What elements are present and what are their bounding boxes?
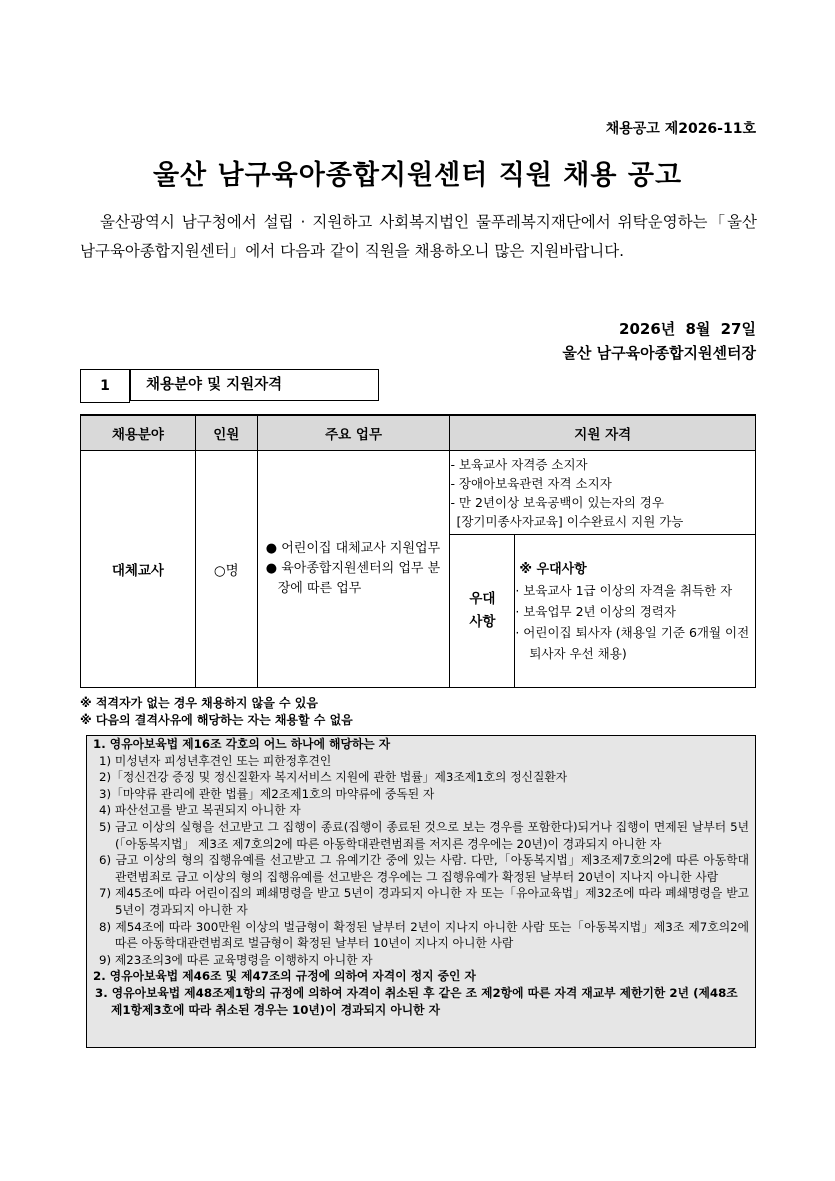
qualification-item: - 보육교사 자격증 소지자 xyxy=(450,456,588,472)
disqualification-subitem: 3)「마약류 관리에 관한 법률」제2조제1호의 마약류에 중독된 자 xyxy=(99,786,435,801)
disqualification-subitem: 2)「정신건강 증징 및 정신질환자 복지서비스 지원에 관한 법률」제3조제1호의 정신질환자 xyxy=(99,770,568,785)
field-cell: 대체교사 xyxy=(81,451,196,688)
note-item: ※ 다음의 결격사유에 해당하는 자는 채용할 수 없음 xyxy=(80,713,353,727)
disqualification-subitem: 8) 제54조에 따라 300만원 이상의 벌금형이 확정된 날부터 2년이 지나지 아니한 사람 또는「아동복지법」제3조 제7호의2에 따른 아동학대관련범죄로 벌금형이 확정된 날부터 10년이 지나지 아니한 사람 xyxy=(99,919,749,951)
preference-item: · 어린이집 퇴사자 (채용일 기준 6개월 이전 퇴사자 우선 채용) xyxy=(515,624,750,661)
qualifications-cell xyxy=(450,451,756,535)
disqualification-item: 1. 영유아보육법 제16조 각호의 어느 하나에 해당하는 자 xyxy=(93,737,391,751)
preference-heading: ※ 우대사항 xyxy=(519,561,587,577)
recruitment-table xyxy=(80,414,756,688)
preference-item: · 보육교사 1급 이상의 자격을 취득한 자 xyxy=(515,582,733,598)
header-duties: 주요 업무 xyxy=(257,415,450,451)
preference-cell xyxy=(515,535,756,688)
table-header-row xyxy=(81,415,756,451)
header-qualifications: 지원 자격 xyxy=(450,415,756,451)
issuer-name: 울산 남구육아종합지원센터장 xyxy=(562,344,756,362)
duty-item: ● 어린이집 대체교사 지원업무 xyxy=(265,541,441,556)
disqualification-subitem: 9) 제23조의3에 따른 교육명령을 이행하지 아니한 자 xyxy=(99,952,373,967)
section-number: 1 xyxy=(80,369,130,403)
preference-label: 우대 사항 xyxy=(450,535,515,688)
header-field: 채용분야 xyxy=(81,415,196,451)
section-title: 채용분야 및 지원자격 xyxy=(130,369,379,401)
disqualification-subitem: 5) 금고 이상의 실형을 선고받고 그 집행이 종료(집행이 종료된 것으로 보는 경우를 포함한다)되거나 집행이 면제된 날부터 5년(「아동복지법」 제3조 제7호의2에 따른 아동학대관련범죄를 저지른 경우에는 20년)이 경과되지 아니한 자 xyxy=(99,819,749,851)
header-count: 인원 xyxy=(195,415,257,451)
notes xyxy=(80,695,353,729)
disqualification-box xyxy=(86,735,756,1048)
count-cell: ○명 xyxy=(195,451,257,688)
table-row xyxy=(81,451,756,535)
qualification-item: - 장애아보육관련 자격 소지자 xyxy=(450,475,612,491)
preference-item: · 보육업무 2년 이상의 경력자 xyxy=(515,603,676,619)
page-title: 울산 남구육아종합지원센터 직원 채용 공고 xyxy=(152,160,683,191)
disqualification-subitem: 7) 제45조에 따라 어린이집의 폐쇄명령을 받고 5년이 경과되지 아니한 자 또는「유아교육법」제32조에 따라 폐쇄명령을 받고 5년이 경과되지 아니한 자 xyxy=(99,886,749,917)
announcement-date: 2026년 8월 27일 xyxy=(619,320,756,338)
duty-item: ● 육아종합지원센터의 업무 분장에 따른 업무 xyxy=(265,561,441,596)
disqualification-subitem: 1) 미성년자 피성년후견인 또는 피한정후견인 xyxy=(99,753,332,768)
duties-cell xyxy=(257,451,450,688)
note-item: ※ 적격자가 없는 경우 채용하지 않을 수 있음 xyxy=(80,696,318,710)
qualification-item: - 만 2년이상 보육공백이 있는자의 경우 xyxy=(450,494,664,510)
disqualification-subitem: 6) 금고 이상의 형의 집행유예를 선고받고 그 유예기간 중에 있는 사람. 다만,「아동복지법」제3조제7호의2에 따른 아동학대관련범죄로 금고 이상의 형의 집행유예를 선고받은 경우에는 그 집행유예가 확정된 날부터 20년이 지나지 아니한 사람 xyxy=(99,853,749,884)
disqualification-item: 2. 영유아보육법 제46조 및 제47조의 규정에 의하여 자격이 정지 중인 자 xyxy=(93,969,476,984)
intro-paragraph: 울산광역시 남구청에서 설립 · 지원하고 사회복지법인 물푸레복지재단에서 위탁운영하는「울산 남구육아종합지원센터」에서 다음과 같이 직원을 채용하오니 많은 지원바랍니다. xyxy=(80,213,757,260)
disqualification-subitem: 4) 파산선고를 받고 복권되지 아니한 자 xyxy=(99,803,301,818)
notice-number: 채용공고 제2026-11호 xyxy=(605,121,756,137)
qualification-item: [장기미종사자교육] 이수완료시 지원 가능 xyxy=(456,513,684,529)
disqualification-item: 3. 영유아보육법 제48조제1항의 규정에 의하여 자격이 취소된 후 같은 조 제2항에 따른 자격 재교부 제한기한 2년 (제48조제1항제3호에 따라 취소된 경우는 10년)이 경과되지 아니한 자 xyxy=(95,985,738,1017)
